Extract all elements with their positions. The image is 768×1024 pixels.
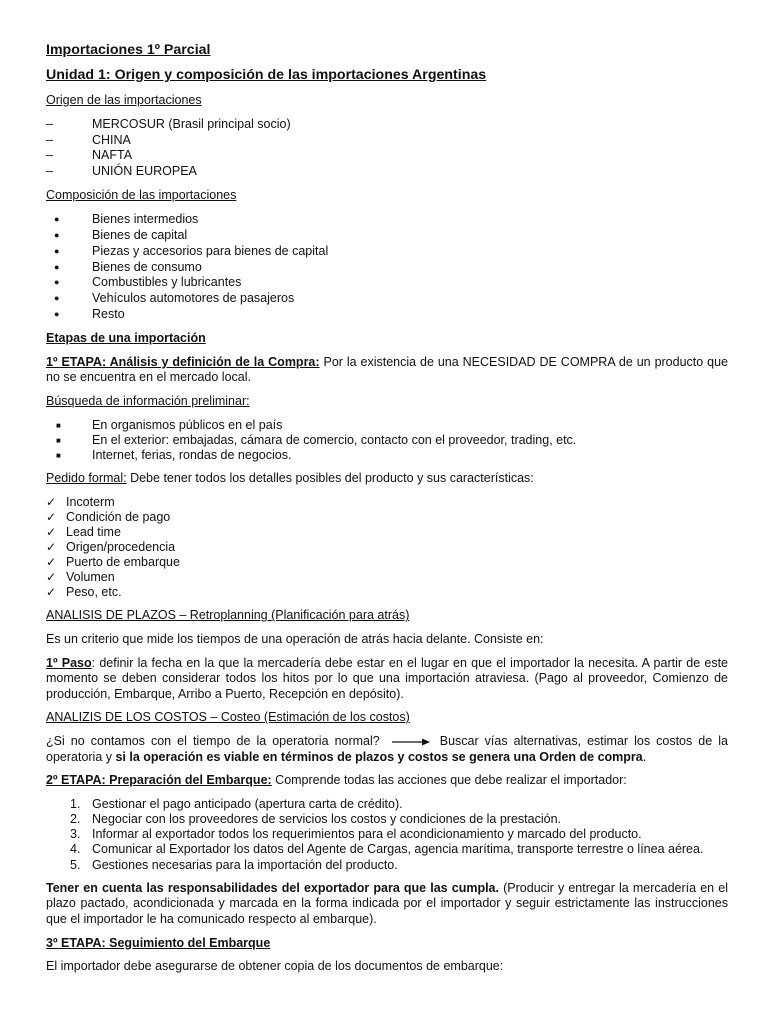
- arrow-right-icon: [392, 737, 430, 747]
- check-icon: ✓: [46, 555, 57, 570]
- dash-marker: –: [46, 164, 53, 179]
- etapa3-label: 3º ETAPA: Seguimiento del Embarque: [46, 935, 271, 950]
- dash-marker: –: [46, 148, 53, 163]
- busqueda-list: [46, 418, 728, 464]
- check-icon: ✓: [46, 585, 57, 600]
- list-item: – MERCOSUR (Brasil principal socio): [46, 116, 291, 131]
- check-icon: ✓: [46, 570, 57, 585]
- check-icon: ✓: [46, 494, 57, 509]
- list-item: ■ Internet, ferias, rondas de negocios.: [56, 447, 292, 462]
- paso1-label: 1º Paso: [46, 655, 92, 670]
- costos-paragraph: ¿Si no contamos con el tiempo de la operatoria normal? Buscar vías alternativas, estimar los costos de la operatoria y si la operación es viable en términos de plazos y costos se genera una Orden de compra.: [46, 733, 728, 764]
- list-item: ● Combustibles y lubricantes: [54, 275, 242, 290]
- pedido-list: [46, 495, 728, 601]
- list-item: 4. Comunicar al Exportador los datos del Agente de Cargas, agencia marítima, transporte terrestre o línea aérea.: [70, 842, 704, 857]
- list-item: ✓ Origen/procedencia: [46, 540, 176, 555]
- square-marker: ■: [56, 435, 61, 445]
- list-item: ✓ Peso, etc.: [46, 585, 122, 600]
- composicion-heading: Composición de las importaciones: [46, 188, 237, 203]
- etapa2-paragraph: 2º ETAPA: Preparación del Embarque: Comprende todas las acciones que debe realizar el importador:: [46, 773, 627, 788]
- etapa2-label: 2º ETAPA: Preparación del Embarque:: [46, 773, 272, 788]
- responsabilidades-paragraph: Tener en cuenta las responsabilidades del exportador para que las cumpla. (Producir y entregar la mercadería en el plazo pactado, acondicionada y marcada en la forma indicada por el importador y seguir estrictamente las instrucciones que el importador le ha comunicado respecto al embarque).: [46, 880, 728, 926]
- bullet-marker: ●: [54, 229, 60, 240]
- list-item: 3. Informar al exportador todos los requerimientos para el acondicionamiento y marcado del producto.: [70, 827, 642, 842]
- list-item: ✓ Lead time: [46, 524, 121, 539]
- bullet-marker: ●: [54, 261, 60, 272]
- check-icon: ✓: [46, 509, 57, 524]
- check-icon: ✓: [46, 540, 57, 555]
- dash-marker: –: [46, 132, 53, 147]
- list-item: 2. Negociar con los proveedores de servicios los costos y condiciones de la prestación.: [70, 811, 561, 826]
- bullet-marker: ●: [54, 213, 60, 224]
- square-marker: ■: [56, 420, 61, 430]
- pedido-label: Pedido formal:: [46, 471, 127, 486]
- list-item: ● Bienes de consumo: [54, 259, 202, 274]
- list-item: 5. Gestiones necesarias para la importación del producto.: [70, 857, 398, 872]
- check-icon: ✓: [46, 524, 57, 539]
- list-item: ✓ Incoterm: [46, 494, 115, 509]
- list-item: ■ En el exterior: embajadas, cámara de comercio, contacto con el proveedor, trading, etc.: [56, 432, 577, 447]
- list-item: ● Bienes intermedios: [54, 211, 199, 226]
- list-item: ● Resto: [54, 307, 125, 322]
- unit-title: Unidad 1: Origen y composición de las importaciones Argentinas: [46, 67, 487, 83]
- list-item: – NAFTA: [46, 148, 133, 163]
- bullet-marker: ●: [54, 245, 60, 256]
- bullet-marker: ●: [54, 277, 60, 288]
- costos-heading: ANALIZIS DE LOS COSTOS – Costeo (Estimación de los costos): [46, 710, 410, 725]
- list-item: ✓ Volumen: [46, 570, 115, 585]
- list-item: – CHINA: [46, 132, 131, 147]
- list-item: ✓ Condición de pago: [46, 509, 171, 524]
- etapa3-text: El importador debe asegurarse de obtener copia de los documentos de embarque:: [46, 959, 504, 974]
- document-title: Importaciones 1º Parcial: [46, 42, 211, 58]
- etapas-heading: Etapas de una importación: [46, 331, 206, 346]
- list-item: – UNIÓN EUROPEA: [46, 164, 197, 179]
- composicion-list: [46, 212, 728, 323]
- origen-heading: Origen de las importaciones: [46, 93, 202, 107]
- bullet-marker: ●: [54, 293, 60, 304]
- bullet-marker: ●: [54, 309, 60, 320]
- list-item: ✓ Puerto de embarque: [46, 555, 180, 570]
- etapa2-list: [46, 797, 728, 873]
- square-marker: ■: [56, 450, 61, 460]
- etapa1-paragraph: 1º ETAPA: Análisis y definición de la Compra: Por la existencia de una NECESIDAD DE COMPRA de un producto que no se encuentra en el mercado local.: [46, 354, 728, 385]
- plazos-text: Es un criterio que mide los tiempos de una operación de atrás hacia delante. Consiste en:: [46, 631, 544, 646]
- busqueda-heading: Búsqueda de información preliminar:: [46, 393, 250, 408]
- list-item: ● Bienes de capital: [54, 227, 188, 242]
- plazos-heading: ANALISIS DE PLAZOS – Retroplanning (Planificación para atrás): [46, 608, 410, 623]
- list-item: ■ En organismos públicos en el país: [56, 417, 283, 432]
- list-item: ● Piezas y accesorios para bienes de capital: [54, 243, 329, 258]
- list-item: ● Vehículos automotores de pasajeros: [54, 291, 295, 306]
- paso1-paragraph: 1º Paso: definir la fecha en la que la mercadería debe estar en el lugar en que el importador la necesita. A partir de este momento se deben considerar todos los hitos por lo que una importación atraviesa. (Pago al proveedor, Comienzo de producción, Embarque, Arribo a Puerto, Recepción en depósito).: [46, 655, 728, 701]
- list-item: 1. Gestionar el pago anticipado (apertura carta de crédito).: [70, 796, 403, 811]
- origen-list: [46, 117, 728, 181]
- dash-marker: –: [46, 116, 53, 131]
- etapa1-label: 1º ETAPA: Análisis y definición de la Compra:: [46, 354, 320, 369]
- pedido-paragraph: Pedido formal: Debe tener todos los detalles posibles del producto y sus características:: [46, 471, 534, 486]
